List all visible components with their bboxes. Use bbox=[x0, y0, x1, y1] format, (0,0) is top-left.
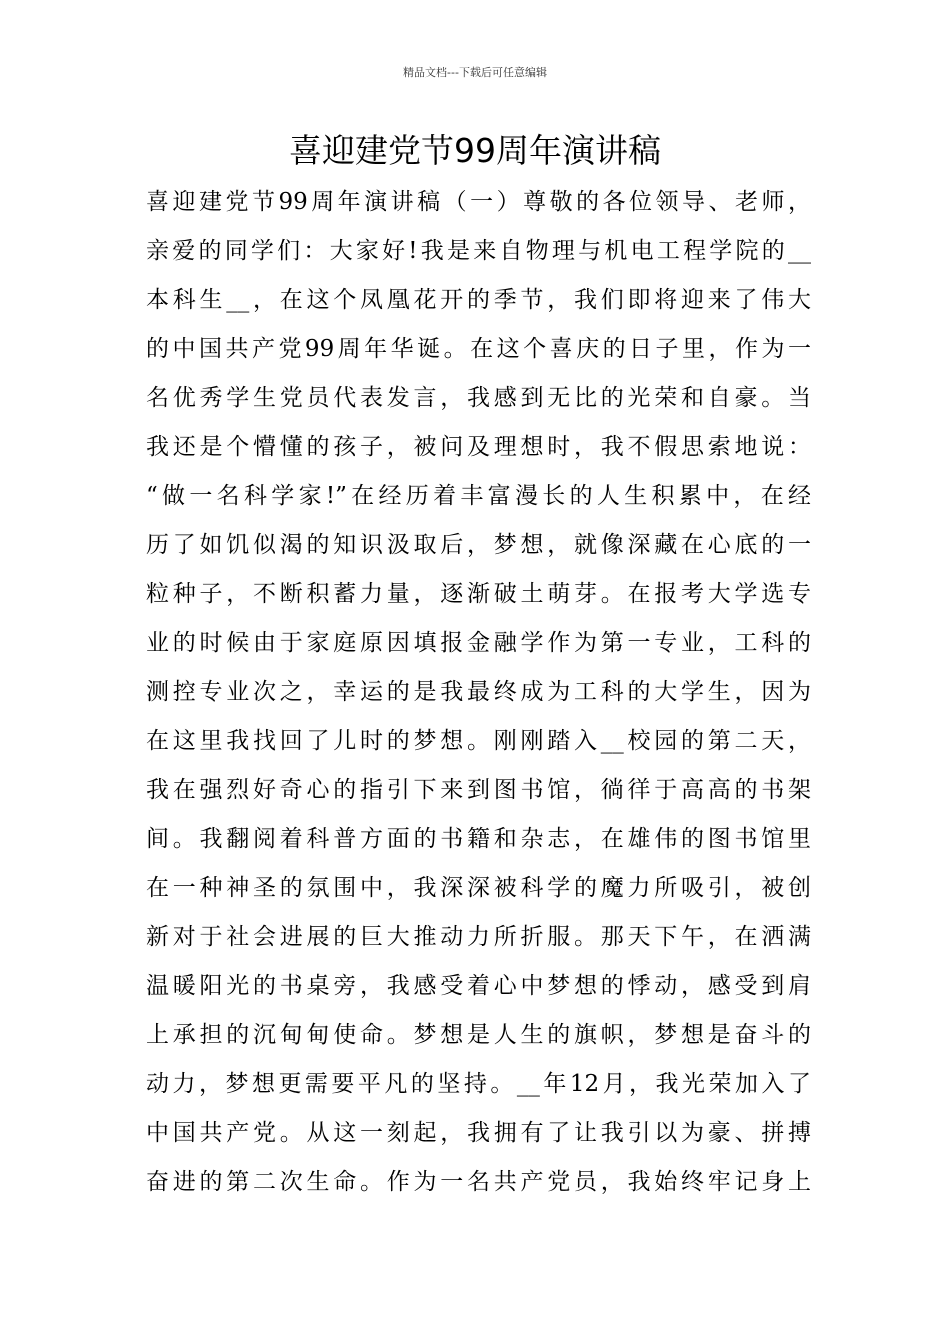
body-line: 喜迎建党节99周年演讲稿（一）尊敬的各位领导、老师， bbox=[146, 189, 811, 215]
body-line: 中国共产党。从这一刻起，我拥有了让我引以为豪、拼搏 bbox=[146, 1120, 811, 1146]
body-line: 粒种子，不断积蓄力量，逐渐破土萌芽。在报考大学选专 bbox=[146, 581, 811, 607]
body-line: 我还是个懵懂的孩子，被问及理想时，我不假思索地说： bbox=[146, 434, 811, 460]
body-line: 历了如饥似渴的知识汲取后，梦想，就像深藏在心底的一 bbox=[146, 532, 811, 558]
body-line: 间。我翻阅着科普方面的书籍和杂志，在雄伟的图书馆里 bbox=[146, 826, 811, 852]
body-line: 的中国共产党99周年华诞。在这个喜庆的日子里，作为一 bbox=[146, 336, 811, 362]
body-line: 在一种神圣的氛围中，我深深被科学的魔力所吸引，被创 bbox=[146, 875, 811, 901]
body-line: “做一名科学家!”在经历着丰富漫长的人生积累中，在经 bbox=[146, 483, 811, 509]
document-title: 喜迎建党节99周年演讲稿 bbox=[289, 131, 661, 170]
body-line: 业的时候由于家庭原因填报金融学作为第一专业，工科的 bbox=[146, 630, 811, 656]
body-line: 名优秀学生党员代表发言，我感到无比的光荣和自豪。当 bbox=[146, 385, 811, 411]
body-line: 亲爱的同学们：大家好!我是来自物理与机电工程学院的__ bbox=[146, 238, 811, 264]
body-line: 动力，梦想更需要平凡的坚持。__年12月，我光荣加入了 bbox=[146, 1071, 811, 1097]
body-line: 奋进的第二次生命。作为一名共产党员，我始终牢记身上 bbox=[146, 1169, 811, 1195]
document-header-note: 精品文档---下载后可任意编辑 bbox=[403, 66, 547, 79]
body-line: 本科生__，在这个凤凰花开的季节，我们即将迎来了伟大 bbox=[146, 287, 811, 313]
body-line: 上承担的沉甸甸使命。梦想是人生的旗帜，梦想是奋斗的 bbox=[146, 1022, 811, 1048]
body-line: 温暖阳光的书桌旁，我感受着心中梦想的悸动，感受到肩 bbox=[146, 973, 811, 999]
body-line: 我在强烈好奇心的指引下来到图书馆，徜徉于高高的书架 bbox=[146, 777, 811, 803]
body-line: 在这里我找回了儿时的梦想。刚刚踏入__校园的第二天， bbox=[146, 728, 811, 754]
body-line: 测控专业次之，幸运的是我最终成为工科的大学生，因为 bbox=[146, 679, 811, 705]
body-line: 新对于社会进展的巨大推动力所折服。那天下午，在洒满 bbox=[146, 924, 811, 950]
document-body bbox=[146, 178, 811, 1207]
